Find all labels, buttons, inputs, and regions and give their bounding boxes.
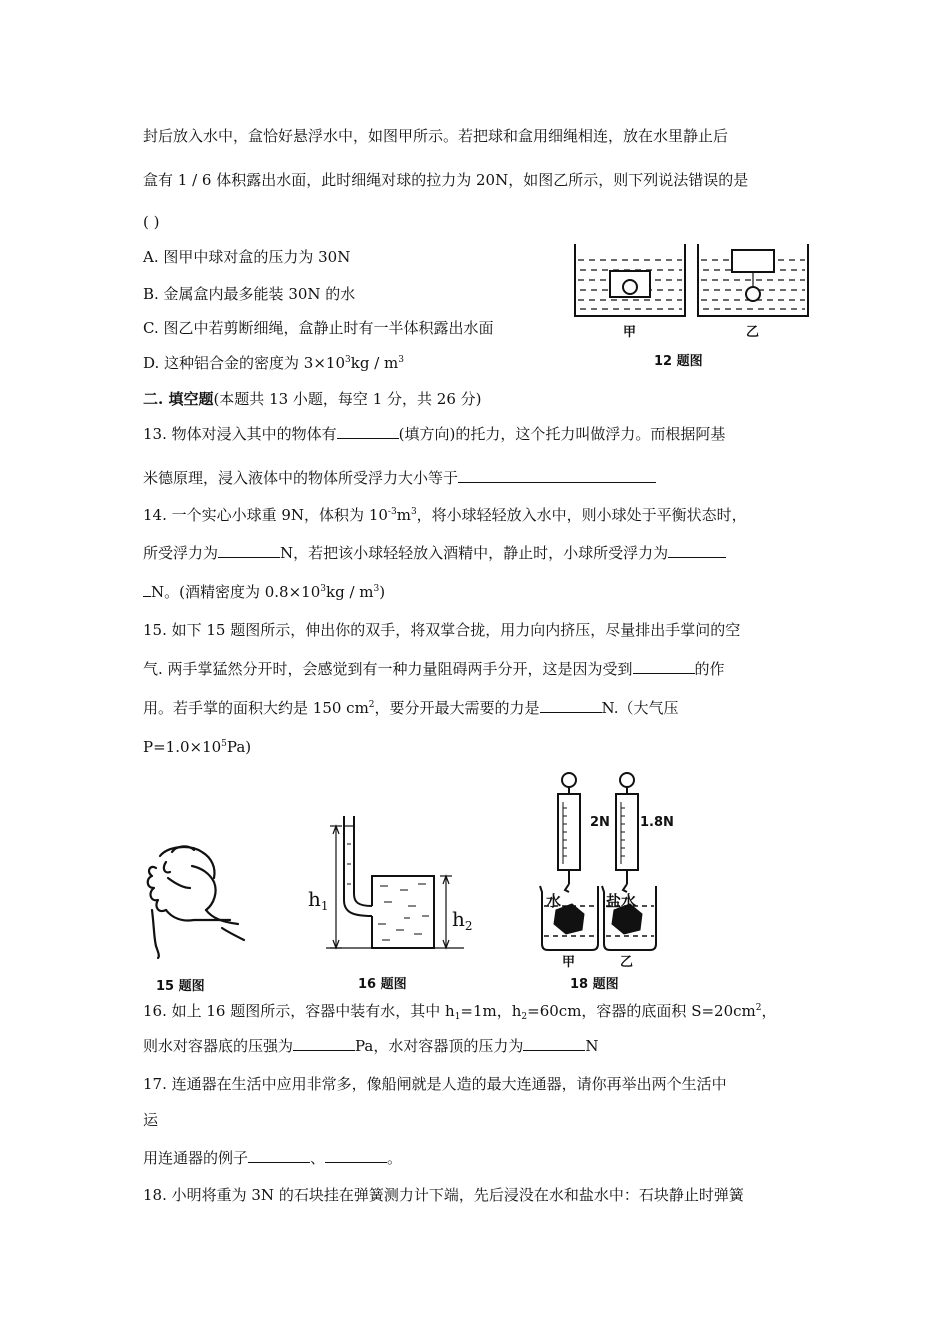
q15-line4: $P=1.0\times 10^5Pa$) [143, 738, 252, 756]
q18-line1: 18. 小明将重为 3N 的石块挂在弹簧测力计下端，先后浸没在水和盐水中：石块静止时弹簧 [143, 1186, 744, 1204]
q17-blank2[interactable] [325, 1148, 387, 1163]
q16-line2: 则水对容器底的压强为 Pa，水对容器顶的压力为 N [143, 1037, 599, 1055]
figure-12-jia [575, 244, 685, 316]
figure-12-caption: 12 题图 [654, 354, 703, 369]
q12-option-b: B. 金属盒内最多能装 30N 的水 [143, 285, 356, 303]
figure-16-water-dashes [347, 844, 429, 940]
figure-12-yi [698, 244, 808, 316]
q14-line3: N。(酒精密度为 $0.8\times 10^3kg / m^3$) [143, 582, 385, 602]
q12-line2: 盒有 1 / 6 体积露出水面，此时细绳对球的拉力为 20N，如图乙所示，则下列说法错误的是 [143, 171, 749, 189]
figure-18-caption: 18 题图 [570, 977, 619, 992]
q12-option-d: D. 这种铝合金的密度为 $3\times 10^3kg / m^3$ [143, 354, 404, 372]
figure-12-label-yi: 乙 [746, 325, 760, 340]
q12-line1: 封后放入水中，盒恰好悬浮水中，如图甲所示。若把球和盒用细绳相连，放在水里静止后 [143, 127, 729, 145]
q12-option-a: A. 图甲中球对盒的压力为 30N [143, 248, 351, 266]
q13-blank2[interactable] [458, 468, 656, 483]
q16-line1: 16. 如上 16 题图所示，容器中装有水，其中 $h_1=1m$，$h_2=60cm$，容器的底面积 $S=20cm^2$， [143, 1002, 777, 1022]
figure-16-caption: 16 题图 [358, 977, 407, 992]
q15-line1: 15. 如下 15 题图所示，伸出你的双手，将双掌合拢，用力向内挤压，尽量排出手掌问的空 [143, 621, 741, 639]
figure-16 [296, 808, 486, 998]
q14-blank1[interactable] [218, 543, 280, 558]
q17-line1: 17. 连通器在生活中应用非常多，像船闸就是人造的最大连通器，请你再举出两个生活中 [143, 1075, 727, 1093]
figure-15-caption: 15 题图 [156, 979, 205, 994]
label-h2: $h_2$ [452, 907, 473, 933]
label-saltwater: 盐水 [606, 892, 637, 910]
label-h1: $h_1$ [308, 887, 329, 913]
spring2-reading: 1.8N [640, 815, 674, 830]
q13-line1: 13. 物体对浸入其中的物体有 (填方向)的托力，这个托力叫做浮力。而根据阿基 [143, 425, 726, 443]
q14-line1: 14. 一个实心小球重 9N，体积为 $10^{-3}m^3$，将小球轻轻放入水中，则小球处于平衡状态时， [143, 506, 747, 524]
section-heading: 二. 填空题(本题共 13 小题，每空 1 分，共 26 分) [143, 390, 482, 408]
q15-line2: 气. 两手掌猛然分开时，会感觉到有一种力量阻碍两手分开，这是因为受到 的作 [143, 660, 725, 678]
q16-blank2[interactable] [523, 1036, 585, 1051]
q12-paren: ( ) [143, 213, 160, 231]
figure-18-label-jia: 甲 [562, 955, 576, 970]
figure-12-label-jia: 甲 [623, 325, 637, 340]
q13-blank1[interactable] [337, 424, 399, 439]
label-water: 水 [546, 892, 562, 910]
q15-blank2[interactable] [540, 698, 602, 713]
q17-blank1[interactable] [248, 1148, 310, 1163]
q12-option-c: C. 图乙中若剪断细绳，盒静止时有一半体积露出水面 [143, 319, 494, 337]
q13-line2: 米德原理，浸入液体中的物体所受浮力大小等于 [143, 468, 656, 488]
q15-blank1[interactable] [633, 659, 695, 674]
q16-blank1[interactable] [293, 1036, 355, 1051]
q14-blank2[interactable] [668, 543, 726, 558]
figure-18 [522, 768, 672, 998]
q17-line2: 运 [143, 1111, 159, 1129]
q15-line3: 用。若手掌的面积大约是 150 $cm^2$，要分开最大需要的力是 N.（大气压 [143, 699, 679, 717]
q17-line3: 用连通器的例子 、 。 [143, 1149, 403, 1167]
q14-line2: 所受浮力为 N，若把该小球轻轻放入酒精中，静止时，小球所受浮力为 [143, 543, 726, 563]
spring1-reading: 2N [590, 815, 610, 830]
figure-12 [570, 238, 810, 372]
figure-15 [132, 838, 252, 998]
figure-18-label-yi: 乙 [620, 955, 634, 970]
